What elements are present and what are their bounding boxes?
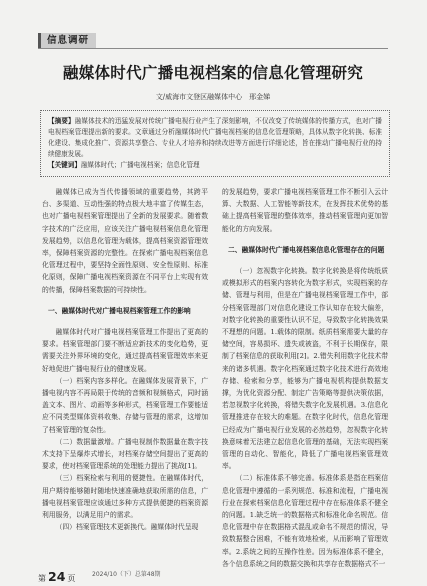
body-paragraph: （三）档案检索与利用的便捷性。在融媒体时代，用户期待能够随时随地快速准确地获取所需的信息，广播电视档案管理应该通过多种方式提供便捷的档案资源利用服务，以满足用户的需求。 xyxy=(42,474,208,520)
intro-paragraph: 融媒体已成为当代传播领域的重要趋势，其跨平台、多渠道、互动性强的特点极大地丰富了传媒生态，也对广播电视档案管理提出了全新的发展要求。随着数字技术的广泛应用，应该关注广播电视档案信息化管理发展趋势，以信息化管理为载体，提高档案资源管理效率，保障档案资源的完整性。在探索广播电视档案信息化管理过程中，要坚持全面性原则、安全性原则、标准化原则，保障广播电视档案资源在不同平台上实现有效的传播，保障档案数据的可持续性。 xyxy=(42,188,208,294)
body-paragraph: （四）档案管理技术更新换代。融媒体时代呈现 xyxy=(55,523,199,532)
abstract xyxy=(48,116,382,160)
abstract-box xyxy=(40,110,390,177)
article-byline: 文/威海市文登区融媒体中心 邢金娣 xyxy=(155,93,271,101)
body-paragraph: 融媒体时代对广播电视档案管理工作提出了更高的要求。档案管理部门要不断适应新技术的变化趋势，更需要关注外界环境的变化，通过提高档案管理效率来更好地促进广播电视行业的健康发展。 xyxy=(42,328,208,373)
page-footer xyxy=(38,566,76,584)
article-title: 融媒体时代广播电视档案的信息化管理研究 xyxy=(62,64,364,82)
body-paragraph: （二）标准体系不够完善。标准体系是指在档案信息化管理中遵循的一系列规范、标准和流程，广播电视行业在探索档案信息化管理过程中存在标准体系不健全的问题。1.缺乏统一的数据格式和标准化命名规范。信息化管理中存在数据格式混乱或命名不规范的情况，导致数据整合困难，不能有效地检索，从而影响了管理效率。2.系统之间的互操作性差。因为标准体系不健全，各个信息系统之间的数据交换和共享存在数据格式不一 xyxy=(222,474,388,568)
section-heading: 一、融媒体时代对广播电视档案管理工作的影响 xyxy=(48,306,191,315)
section-heading: 二、融媒体时代广播电视档案信息化管理存在的问题 xyxy=(228,245,385,254)
keywords-text: 融媒体时代；广播电视档案；信息化管理 xyxy=(80,161,200,169)
body-paragraph: （一）档案内容多样化。在融媒体发展背景下，广播电视内容不再局限于传统的音频和视频格式，同时涵盖文本、图片、动画等多种形式，档案管理工作要能适应不同类型媒体资料收集、存储与管理的需求，这增加了档案管理的复杂性。 xyxy=(42,376,208,434)
continued-paragraph: 的发展趋势，要求广播电视档案管理工作不断引入云计算、大数据、人工智能等新技术，在发挥技术优势的基础上提高档案管理的整体效率，推动档案管理向更加智能化的方向发展。 xyxy=(222,188,388,233)
body-paragraph: （一）忽视数字化转换。数字化转换是将传统纸质或模拟形式的档案内容转化为数字形式，实现档案的存储、管理与利用，但是在广播电视档案管理工作中，部分档案管理部门对信息化建设工作认知存在较大偏差，对数字化转换的重要性认识不足，导致数字化转换效果不理想的问题。1.载体的限制。纸质档案需要大量的存储空间，容易损坏、遗失或被盗，不利于长期保存，限制了档案信息的获取利用[2]。2.错失利用数字化技术带来的诸多机遇。数字化档案通过数字化技术进行高效地存储、检索和分享，能够为广播电视机构提供数据支撑，为优化资源分配、制定广告策略等提供决策依据，若忽视数字化转换，将错失数字化发展机遇。3.信息化管理推进存在较大的难题。在数字化时代，信息化管理已经成为广播电视行业发展的必然趋势，忽视数字化转换意味着无法建立起信息化管理的基础，无法实现档案管理的自动化、智能化，降低了广播电视档案管理效率。 xyxy=(222,267,388,471)
section-rule xyxy=(38,48,388,49)
body-paragraph: （二）数据量激增。广播电视制作数据量在数字技术支持下呈爆炸式增长，对档案存储空间提出了更高的要求，使对档案管理系统的处理能力提出了挑战[1]。 xyxy=(42,437,208,471)
page-number: 24 xyxy=(48,569,66,584)
page-number-suffix: 页 xyxy=(67,574,76,583)
keywords xyxy=(48,160,382,171)
abstract-text: 融媒体技术的迅猛发展对传统广播电视行业产生了深刻影响，不仅改变了传统媒体的传播方式，也对广播电视档案管理提出新的要求。文章通过分析融媒体时代广播电视档案的信息化管理策略，具体从数字化转换、标准化建设、集成化推广、资源共享整合、专业人才培养和持续改进等方面进行详细论述，旨在推动广播电视行业的持续健康发展。 xyxy=(48,117,383,158)
abstract-label: 【摘要】 xyxy=(48,117,75,125)
issue-info: 2024/10（下）总第48期 xyxy=(92,571,161,578)
left-column xyxy=(42,186,208,562)
keywords-label: 【关键词】 xyxy=(48,161,81,169)
page-number-prefix: 第 xyxy=(38,574,46,583)
right-column xyxy=(222,186,388,568)
section-label: 信息调研 xyxy=(38,33,96,48)
